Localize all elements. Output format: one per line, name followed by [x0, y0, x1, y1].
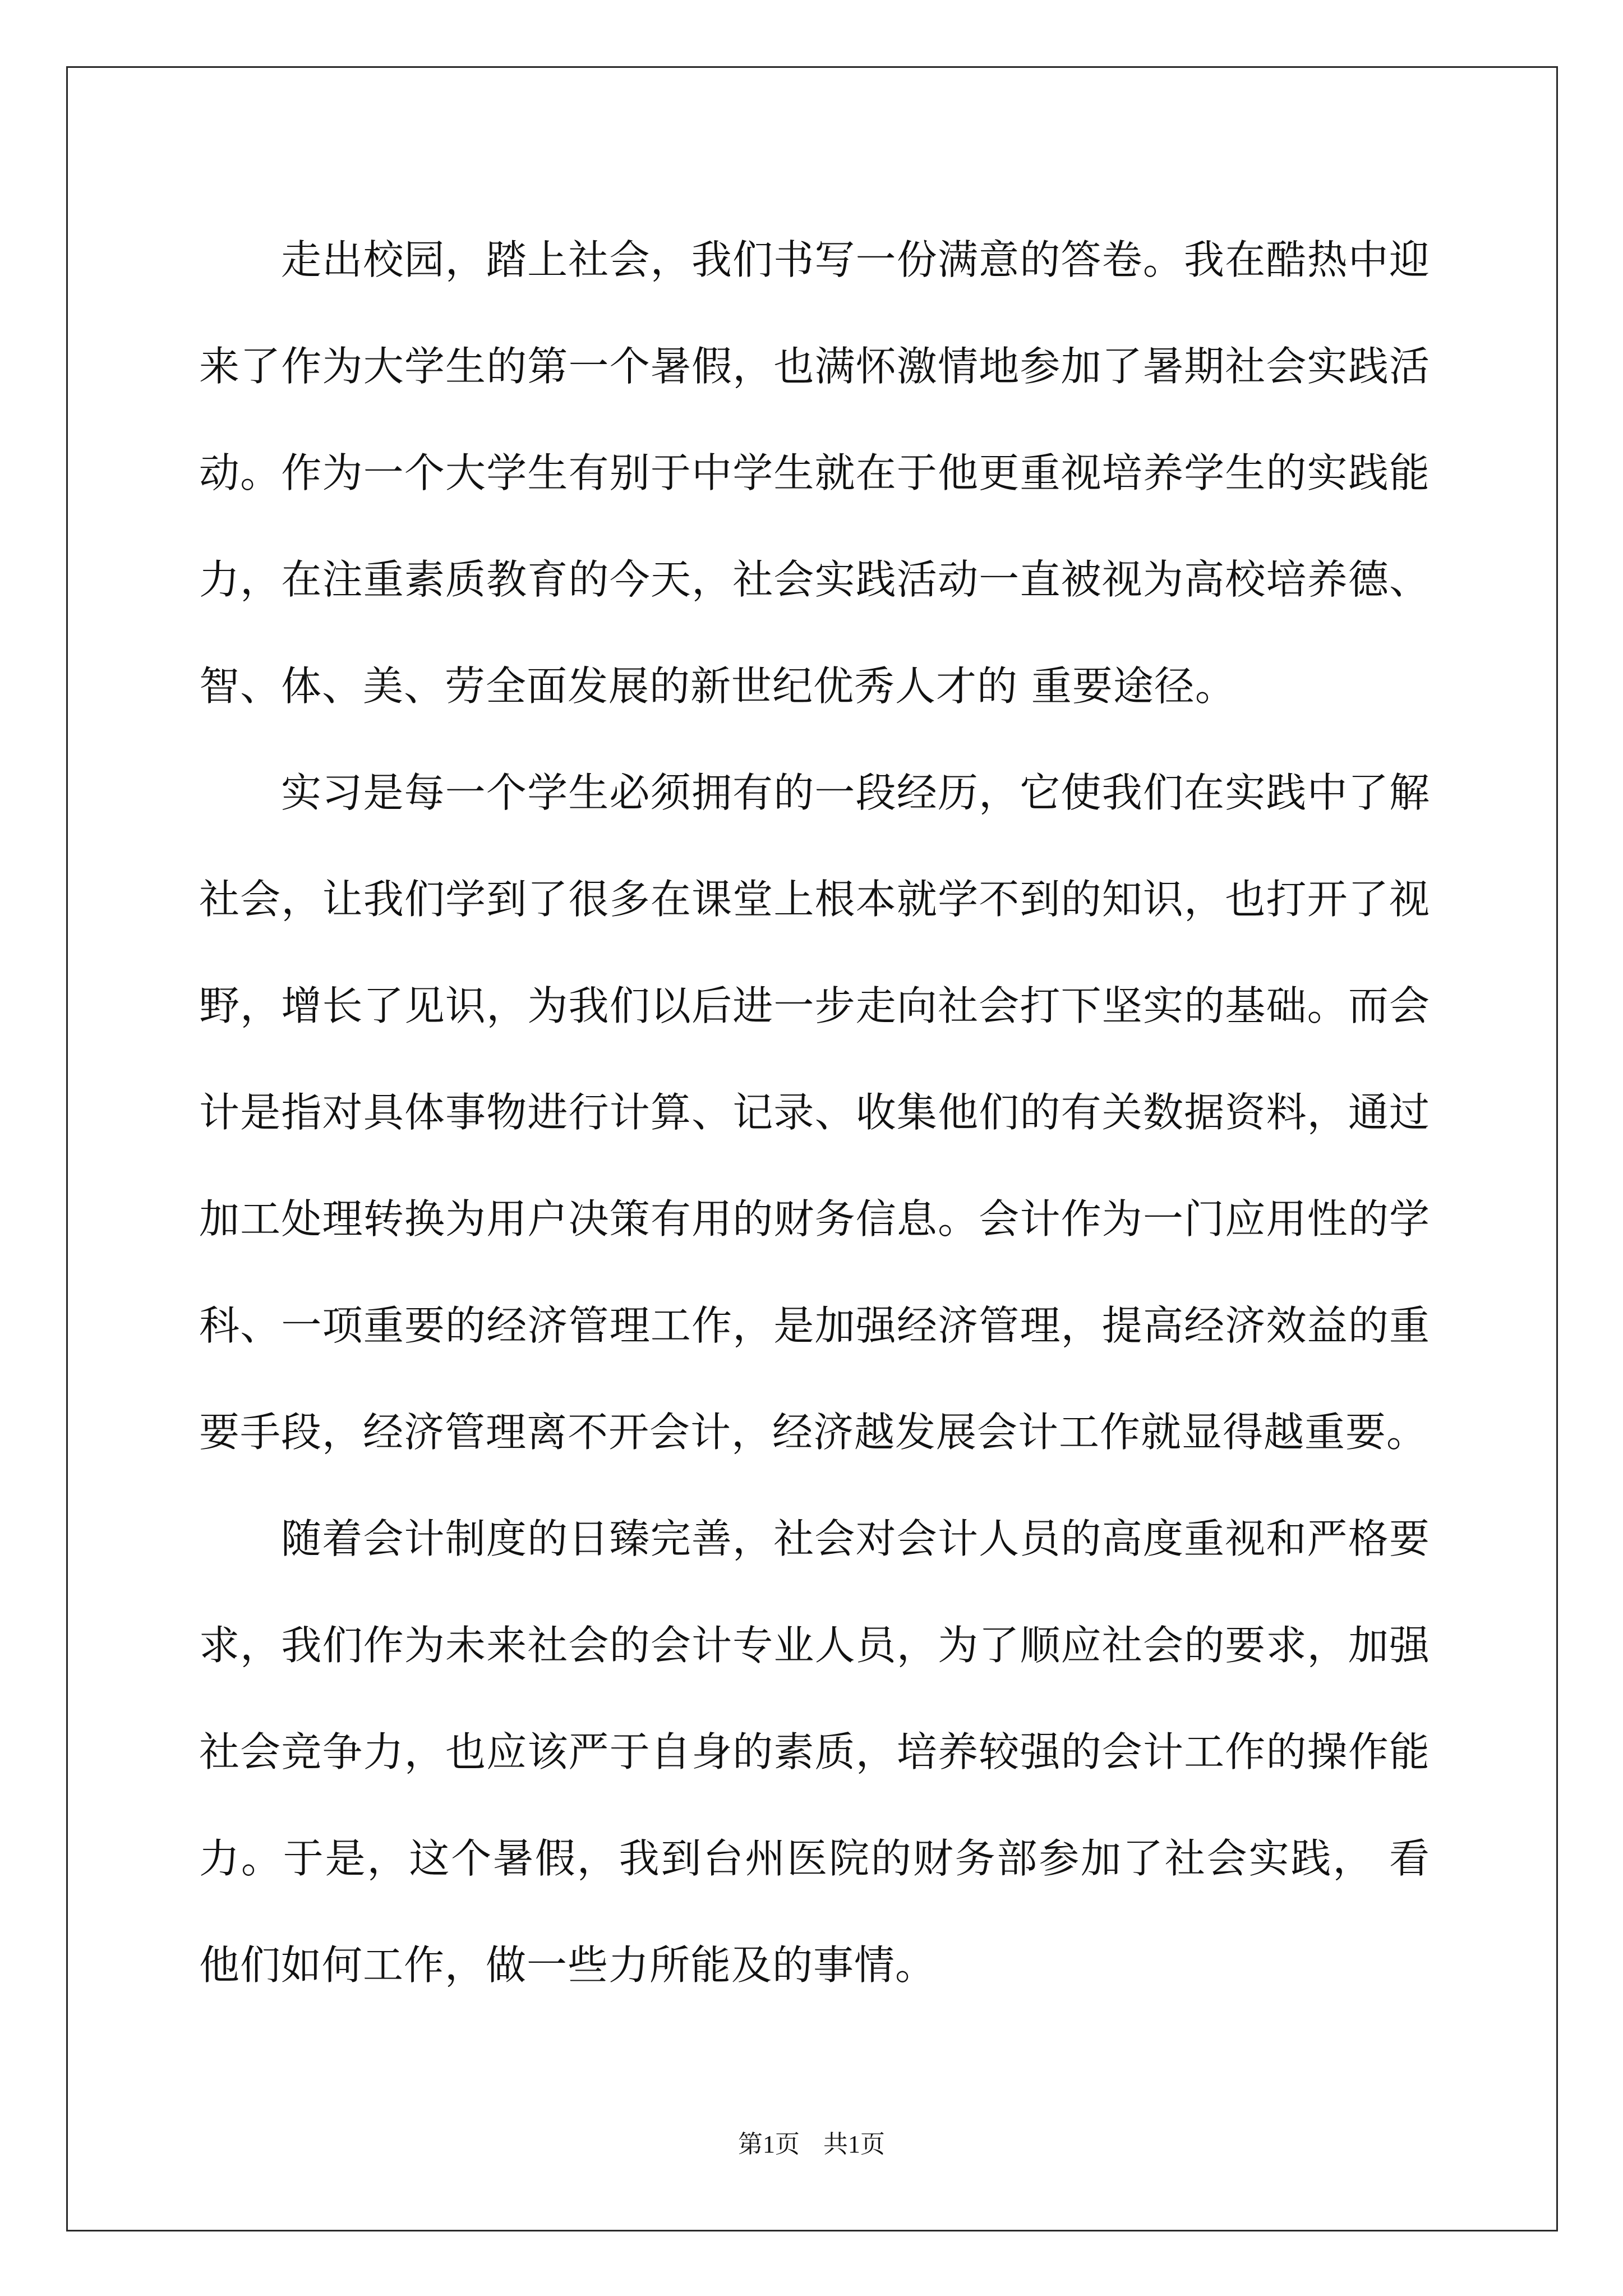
paragraph-2: 实习是每一个学生必须拥有的一段经历，它使我们在实践中了解社会，让我们学到了很多在课堂上根本就学不到的知识，也打开了视野，增长了见识，为我们以后进一步走向社会打下坚实的基础。而会计是指对具体事物进行计算、记录、收集他们的有关数据资料，通过加工处理转换为用户决策有用的财务信息。会计作为一门应用性的学科、一项重要的经济管理工作，是加强经济管理，提高经济效益的重要手段，经济管理离不开会计，经济越发展会计工作就显得越重要。	[199, 769, 1430, 1456]
document-body	[199, 206, 1430, 2018]
paragraph-1: 走出校园，踏上社会，我们书写一份满意的答卷。我在酷热中迎来了作为大学生的第一个暑假，也满怀激情地参加了暑期社会实践活动。作为一个大学生有别于中学生就在于他更重视培养学生的实践能力，在注重素质教育的今天，社会实践活动一直被视为高校培养德、智、体、美、劳全面发展的新世纪优秀人才的 重要途径。	[199, 236, 1430, 710]
page-number: 第1页	[738, 2131, 800, 2158]
paragraph-3: 随着会计制度的日臻完善，社会对会计人员的高度重视和严格要求，我们作为未来社会的会计专业人员，为了顺应社会的要求，加强社会竞争力，也应该严于自身的素质，培养较强的会计工作的操作能力。于是，这个暑假，我到台州医院的财务部参加了社会实践， 看他们如何工作，做一些力所能及的事情。	[199, 1515, 1430, 1989]
page-total: 共1页	[823, 2131, 885, 2158]
page-footer	[0, 2124, 1623, 2160]
